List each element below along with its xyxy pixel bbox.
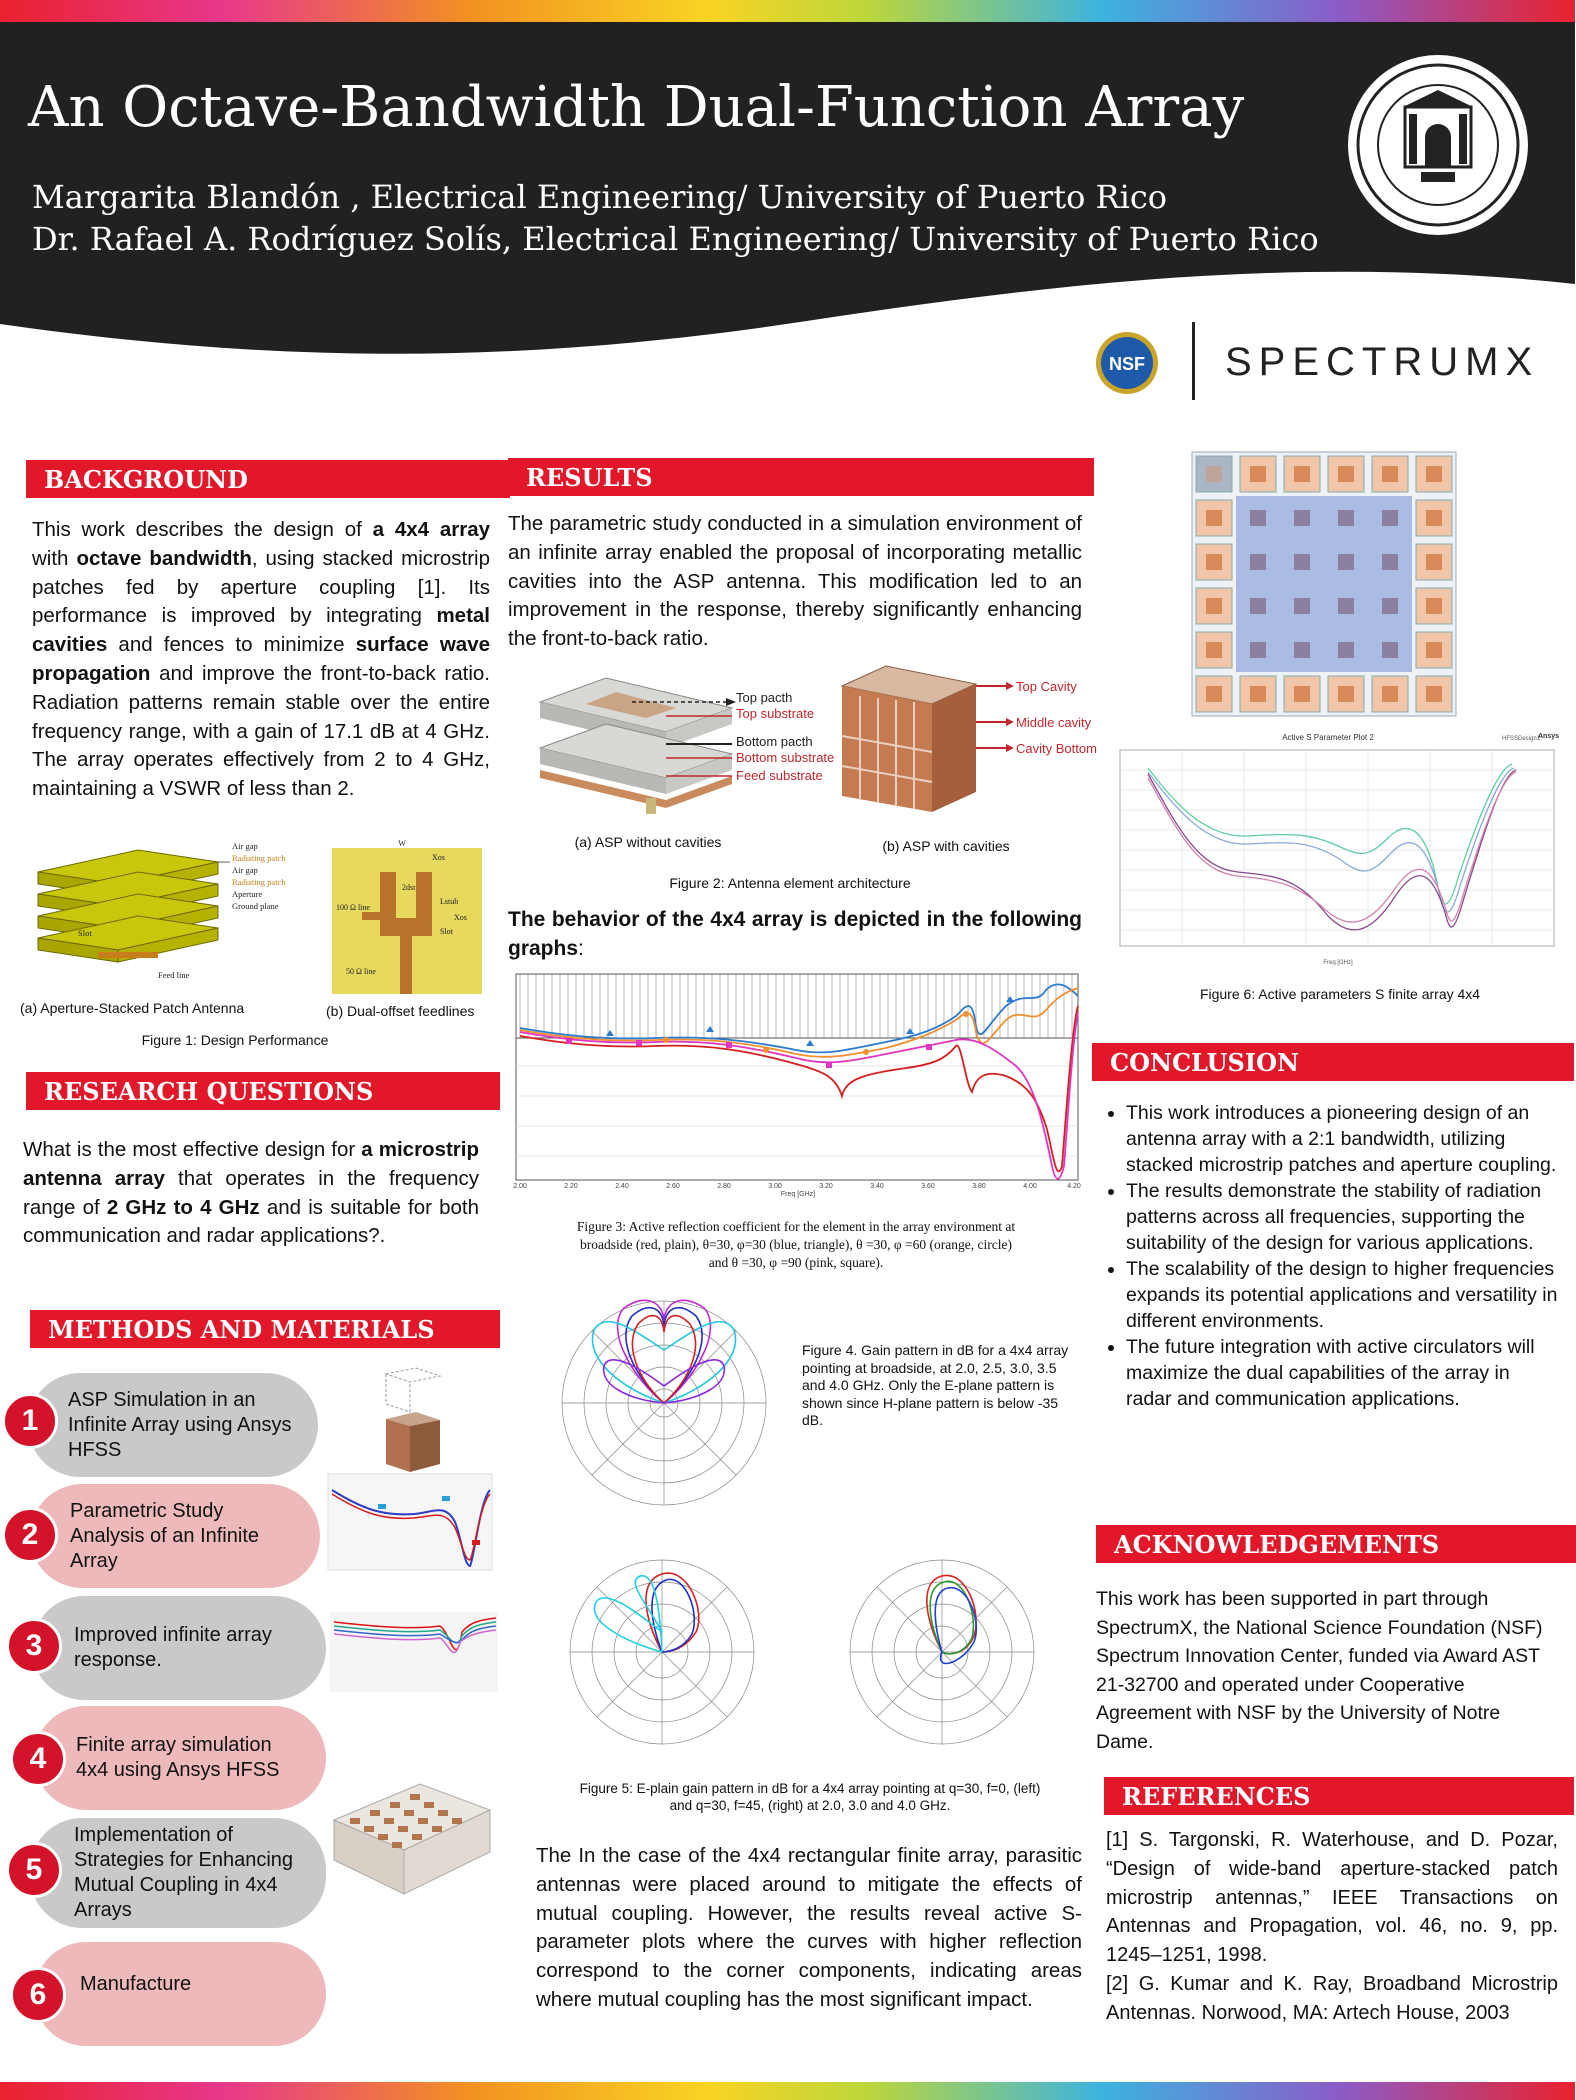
figure-3-reflection-chart [506,966,1082,1196]
figure-2a-caption: (a) ASP without cavities [574,834,722,850]
author-2: Dr. Rafael A. Rodríguez Solís, Electrical Engineering/ University of Puerto Rico [32,220,1319,258]
conclusion-list [1100,1100,1558,1412]
svg-text:2.40: 2.40 [615,1183,629,1190]
research-questions-text: What is the most effective design for a microstrip antenna array that operates in the frequency range of 2 GHz to 4 GHz and is suitable for both communication and radar applications?. [23,1138,480,1248]
figure-2-caption: Figure 2: Antenna element architecture [669,875,911,891]
method-step-6: Manufacture [34,1942,326,2046]
svg-text:2dst: 2dst [402,883,416,892]
svg-text:HFSSDesign1: HFSSDesign1 [1502,736,1541,742]
conclusion-item: • This work introduces a pioneering design of an antenna array with a 2:1 bandwidth, utilizing stacked microstrip patches and aperture coupling. [1126,1100,1558,1178]
step-number-3: 3 [6,1618,62,1674]
figure-1b-feedlines-diagram [322,838,490,998]
svg-text:Slot: Slot [78,928,92,938]
svg-text:Lstub: Lstub [440,897,459,906]
step-number-4: 4 [10,1731,66,1787]
svg-text:Ground plane: Ground plane [232,901,279,911]
figure-4-polar-gain-chart [544,1290,784,1516]
figure-2b-caption: (b) ASP with cavities [882,838,1010,854]
svg-text:2.60: 2.60 [666,1183,680,1190]
background-text: This work describes the design of a 4x4 array with octave bandwidth, using stacked microstrip patches fed by aperture coupling [1]. Its performance is improved by integrating metal cavities and fences to minimize surface wave propagation and improve the front-to-back ratio. Radiation patterns remain stable over the entire frequency range, with a gain of 17.1 dB at 4 GHz. The array operates effectively from 2 to 4 GHz, maintaining a VSWR of less than 2. [32,518,490,801]
acknowledgements-text: This work has been supported in part through SpectrumX, the National Science Foundation (NSF) Spectrum Innovation Center, funded via Award AST 21-32700 and operated under Cooperative Agreement with NSF by the University of Notre Dame. [1096,1588,1543,1753]
svg-text:Radiating patch: Radiating patch [232,877,286,887]
svg-text:Air gap: Air gap [232,841,258,851]
svg-text:2.80: 2.80 [717,1183,731,1190]
step-1-thumbnail [376,1364,446,1476]
svg-text:Slot: Slot [440,927,453,936]
svg-text:3.60: 3.60 [921,1183,935,1190]
method-step-4: Finite array simulation 4x4 using Ansys HFSS [34,1706,326,1810]
figure-2a-asp-without-cavities [536,668,835,818]
method-step-1: ASP Simulation in an Infinite Array using Ansys HFSS [28,1373,318,1477]
university-seal-logo [1345,52,1531,238]
svg-text:Bottom substrate: Bottom substrate [736,750,835,765]
references-list [1106,1826,1558,2028]
svg-text:Middle cavity: Middle cavity [1016,715,1092,730]
reference-2: [2] G. Kumar and K. Ray, Broadband Microstrip Antennas. Norwood, MA: Artech House, 2003 [1106,1972,1558,2024]
research-questions-heading: RESEARCH QUESTIONS [26,1072,500,1110]
svg-text:Xos: Xos [432,853,445,862]
svg-text:Top substrate: Top substrate [736,706,815,721]
figure-1b-caption: (b) Dual-offset feedlines [326,1003,475,1019]
step-number-5: 5 [6,1842,62,1898]
svg-text:Aperture: Aperture [232,889,263,899]
figure-6-active-s-parameter-chart [1098,728,1558,968]
svg-text:4.20: 4.20 [1067,1183,1081,1190]
svg-text:50 Ω line: 50 Ω line [346,967,376,976]
behavior-text: The behavior of the 4x4 array is depicted in the following graphs: [508,908,1082,960]
svg-text:2.20: 2.20 [564,1183,578,1190]
svg-text:Feed substrate: Feed substrate [736,768,823,783]
svg-text:Cavity Bottom: Cavity Bottom [1016,741,1097,756]
step-5-thumbnail [330,1780,494,1898]
bottom-rainbow-bar [0,2082,1575,2100]
figure-5-left-polar-chart [556,1552,768,1752]
author-1: Margarita Blandón , Electrical Engineering/ University of Puerto Rico [32,178,1168,216]
svg-text:Active S Parameter Plot 2: Active S Parameter Plot 2 [1282,733,1374,742]
results-finite-array-text: The In the case of the 4x4 rectangular finite array, parasitic antennas were placed around to mitigate the effects of mutual coupling. However, the results reveal active S-parameter plots where the curves with higher reflection correspond to the corner components, indicating areas where mutual coupling has the most significant impact. [536,1844,1082,2011]
conclusion-item: • The future integration with active circulators will maximize the dual capabilities of the array in radar and communication applications. [1126,1334,1558,1412]
svg-text:Feed line: Feed line [158,970,190,980]
methods-heading: METHODS AND MATERIALS [30,1310,500,1348]
spectrumx-logo: SPECTRUMX [1225,340,1540,384]
svg-text:Ansys: Ansys [1538,733,1560,740]
figure-2b-asp-with-cavities [836,656,1097,816]
svg-text:Top pacth: Top pacth [736,690,793,705]
results-heading: RESULTS [508,458,1094,496]
svg-text:Freq [GHz]: Freq [GHz] [780,1191,816,1198]
figure-5-caption: Figure 5: E-plain gain pattern in dB for a 4x4 array pointing at q=30, f=0, (left) and q=30, f=45, (right) at 2.0, 3.0 and 4.0 GHz. [579,1781,1041,1813]
references-heading: REFERENCES [1104,1777,1574,1815]
figure-3-caption: Figure 3: Active reflection coefficient for the element in the array environment at broadside (red, plain), θ=30, φ=30 (blue, triangle), θ =30, φ =60 (orange, circle) and θ =30, φ =90 (pink, square). [576,1219,1016,1270]
svg-text:Freq [GHz]: Freq [GHz] [1323,960,1353,966]
figure-1a-caption: (a) Aperture-Stacked Patch Antenna [20,1000,245,1016]
figure-4-caption: Figure 4. Gain pattern in dB for a 4x4 array pointing at broadside, at 2.0, 2.5, 3.0, 3.5 and 4.0 GHz. Only the E-plane pattern is shown since H-plane pattern is below -35 dB. [802,1342,1069,1428]
svg-text:Radiating patch: Radiating patch [232,853,286,863]
poster-title: An Octave-Bandwidth Dual-Function Array [28,75,1245,140]
step-number-6: 6 [10,1967,66,2023]
results-intro-text: The parametric study conducted in a simulation environment of an infinite array enabled the proposal of incorporating metallic cavities into the ASP antenna. This modification led to an improvement in the response, thereby significantly enhancing the front-to-back ratio. [508,512,1082,651]
svg-text:2.00: 2.00 [513,1183,527,1190]
figure-1a-asp-diagram [18,832,308,992]
figure-6-caption: Figure 6: Active parameters S finite array 4x4 [1199,986,1481,1002]
method-step-3: Improved infinite array response. [32,1596,326,1700]
svg-text:Air gap: Air gap [232,865,258,875]
step-number-1: 1 [2,1393,58,1449]
step-3-thumbnail [330,1612,498,1692]
conclusion-item: • The results demonstrate the stability of radiation patterns across all frequencies, supporting the suitability of the design for various applications. [1126,1178,1558,1256]
figure-1-caption: Figure 1: Design Performance [141,1032,329,1048]
nsf-logo [1094,330,1160,396]
svg-text:Top Cavity: Top Cavity [1016,679,1077,694]
logo-divider [1192,322,1195,400]
svg-text:Xos: Xos [454,913,467,922]
background-heading: BACKGROUND [26,460,510,498]
top-rainbow-bar [0,0,1575,22]
conclusion-item: • The scalability of the design to higher frequencies expands its potential applications and versatility in different environments. [1126,1256,1558,1334]
nsf-logo-text: NSF [1109,354,1145,374]
conclusion-heading: CONCLUSION [1092,1043,1574,1081]
step-2-thumbnail [324,1470,496,1574]
acknowledgements-heading: ACKNOWLEDGEMENTS [1096,1525,1576,1563]
method-step-5: Implementation of Strategies for Enhancing Mutual Coupling in 4x4 Arrays [30,1818,326,1928]
svg-text:4.00: 4.00 [1023,1183,1037,1190]
svg-text:3.40: 3.40 [870,1183,884,1190]
svg-text:Bottom pacth: Bottom pacth [736,734,813,749]
reference-1: [1] S. Targonski, R. Waterhouse, and D. Pozar, “Design of wide-band aperture-stacked patch microstrip antennas,” IEEE Transactions on Antennas and Propagation, vol. 46, no. 9, pp. 1245–1251, 1998. [1106,1829,1558,1967]
svg-text:3.80: 3.80 [972,1183,986,1190]
svg-text:3.20: 3.20 [819,1183,833,1190]
step-number-2: 2 [2,1507,58,1563]
finite-array-layout-figure [1192,452,1456,716]
svg-text:100 Ω line: 100 Ω line [336,903,370,912]
figure-5-right-polar-chart [836,1552,1048,1752]
svg-text:W: W [398,839,406,848]
method-step-2: Parametric Study Analysis of an Infinite Array [30,1484,320,1588]
svg-text:3.00: 3.00 [768,1183,782,1190]
